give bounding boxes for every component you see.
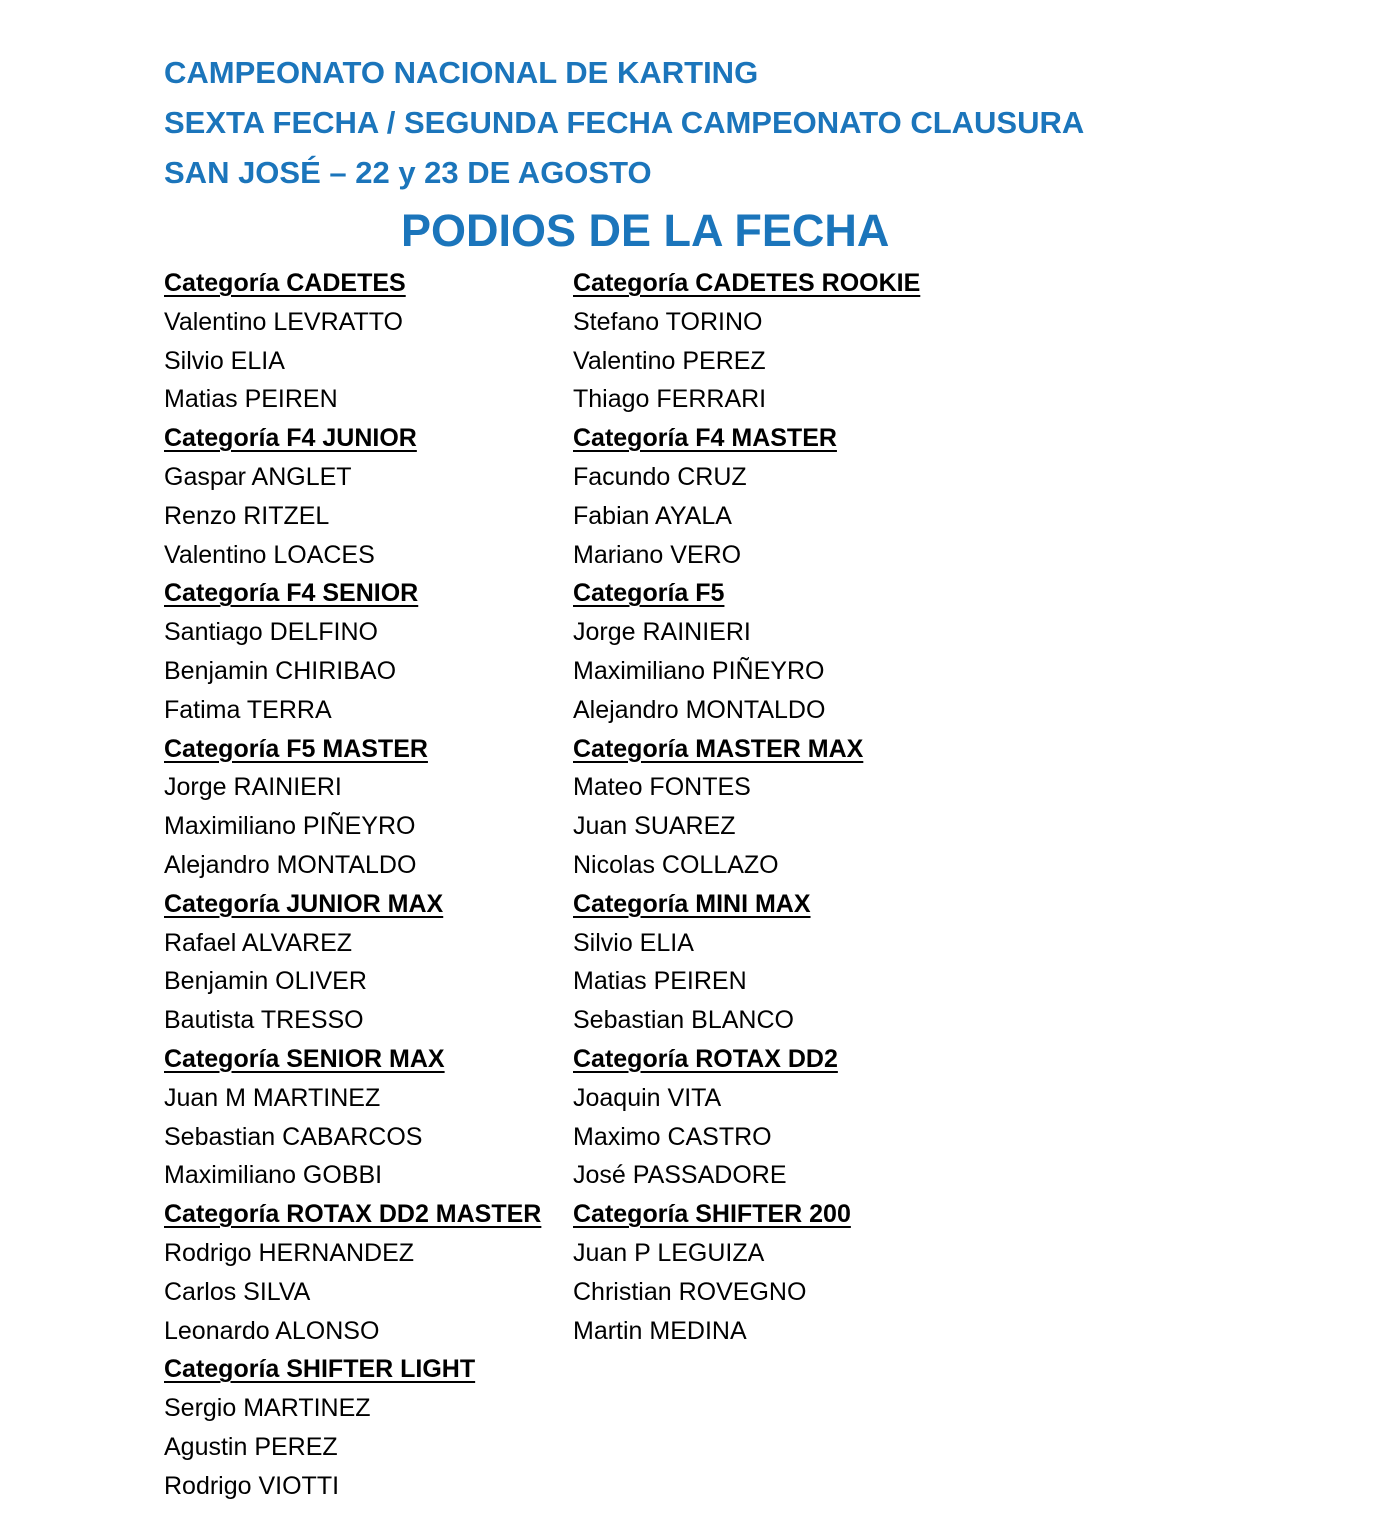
driver-name: Juan SUAREZ [573,812,736,841]
championship-title: CAMPEONATO NACIONAL DE KARTING [164,55,759,90]
category-title: Categoría CADETES [164,269,406,297]
driver-name: Juan M MARTINEZ [164,1083,381,1112]
driver-name: Jorge RAINIERI [164,773,342,802]
category-title: Categoría MINI MAX [573,889,811,918]
left-category-column [164,264,541,1506]
category-block [164,419,541,574]
driver-name: Matias PEIREN [164,385,338,414]
category-block [164,885,541,1040]
driver-name: Agustin PEREZ [164,1432,338,1461]
category-title: Categoría F5 MASTER [164,734,428,763]
driver-name: Nicolas COLLAZO [573,850,779,879]
category-title: Categoría ROTAX DD2 MASTER [164,1200,542,1229]
driver-name: Maximiliano PIÑEYRO [164,812,416,841]
category-block [164,1350,541,1505]
category-title: Categoría ROTAX DD2 [573,1044,838,1073]
driver-name: Benjamin OLIVER [164,967,367,996]
driver-name: Maximiliano PIÑEYRO [573,656,825,685]
driver-name: Sebastian CABARCOS [164,1122,423,1151]
driver-name: Leonardo ALONSO [164,1316,380,1345]
driver-name: José PASSADORE [573,1161,787,1190]
driver-name: Renzo RITZEL [164,501,330,530]
driver-name: Mariano VERO [573,540,742,569]
driver-name: Alejandro MONTALDO [573,695,826,724]
driver-name: Fabian AYALA [573,501,732,530]
driver-name: Jorge RAINIERI [573,618,751,647]
category-title: Categoría CADETES ROOKIE [573,269,921,297]
driver-name: Valentino PEREZ [573,346,766,375]
driver-name: Benjamin CHIRIBAO [164,656,397,685]
category-block [573,885,920,1040]
category-block [164,264,541,419]
driver-name: Rafael ALVAREZ [164,928,353,957]
category-title: Categoría MASTER MAX [573,734,864,763]
driver-name: Sergio MARTINEZ [164,1394,371,1423]
driver-name: Stefano TORINO [573,307,763,336]
driver-name: Sebastian BLANCO [573,1006,794,1035]
driver-name: Silvio ELIA [573,928,694,957]
driver-name: Facundo CRUZ [573,462,747,491]
driver-name: Martin MEDINA [573,1316,747,1345]
driver-name: Joaquin VITA [573,1083,722,1112]
category-block [573,730,920,885]
driver-name: Carlos SILVA [164,1277,311,1306]
driver-name: Mateo FONTES [573,773,751,802]
driver-name: Rodrigo HERNANDEZ [164,1238,415,1267]
driver-name: Bautista TRESSO [164,1006,364,1035]
category-block [164,574,541,729]
driver-name: Rodrigo VIOTTI [164,1471,340,1500]
category-title: Categoría F4 JUNIOR [164,424,417,453]
category-block [164,1040,541,1195]
driver-name: Alejandro MONTALDO [164,850,417,879]
category-block [164,730,541,885]
category-block [573,264,920,419]
category-block [573,1195,920,1350]
driver-name: Gaspar ANGLET [164,462,352,491]
driver-name: Valentino LOACES [164,540,375,569]
event-subtitle: SEXTA FECHA / SEGUNDA FECHA CAMPEONATO CLAUSURA [164,105,1085,140]
driver-name: Santiago DELFINO [164,618,378,647]
driver-name: Silvio ELIA [164,346,285,375]
category-title: Categoría F5 [573,579,725,608]
podiums-heading: PODIOS DE LA FECHA [401,205,890,256]
category-block [573,1040,920,1195]
driver-name: Fatima TERRA [164,695,332,724]
category-block [573,574,920,729]
driver-name: Maximo CASTRO [573,1122,772,1151]
driver-name: Christian ROVEGNO [573,1277,807,1306]
event-location-date: SAN JOSÉ – 22 y 23 DE AGOSTO [164,155,652,190]
driver-name: Thiago FERRARI [573,385,767,414]
right-category-column [573,264,920,1350]
category-title: Categoría SHIFTER 200 [573,1200,851,1229]
category-title: Categoría SENIOR MAX [164,1044,445,1073]
category-title: Categoría F4 MASTER [573,424,837,453]
driver-name: Matias PEIREN [573,967,747,996]
driver-name: Maximiliano GOBBI [164,1161,383,1190]
driver-name: Juan P LEGUIZA [573,1238,765,1267]
category-block [573,419,920,574]
category-title: Categoría SHIFTER LIGHT [164,1355,476,1384]
driver-name: Valentino LEVRATTO [164,307,404,336]
category-block [164,1195,541,1350]
category-title: Categoría JUNIOR MAX [164,889,444,918]
category-title: Categoría F4 SENIOR [164,579,419,608]
